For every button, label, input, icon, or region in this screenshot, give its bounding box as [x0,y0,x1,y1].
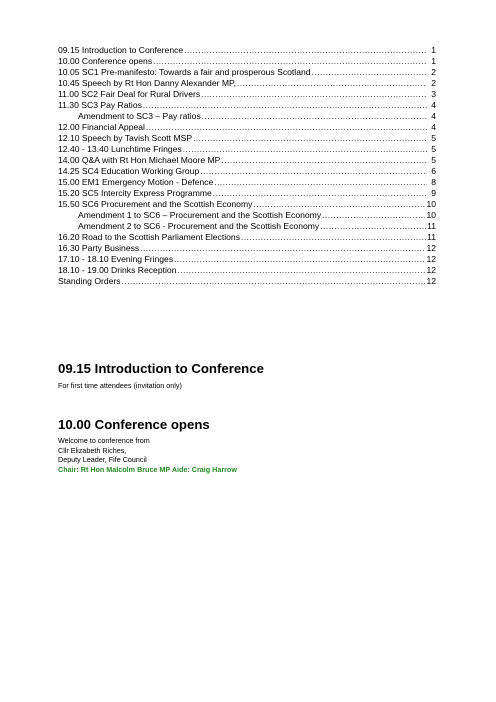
toc-entry[interactable] [58,133,436,144]
toc-dot-leader [322,210,425,221]
toc-dot-leader [312,67,427,78]
toc-entry[interactable] [58,122,436,133]
toc-dot-leader [183,144,427,155]
toc-entry-title: 11.30 SC3 Pay Ratios [58,100,142,111]
toc-entry[interactable] [58,221,436,232]
toc-entry-title: Amendment 2 to SC6 - Procurement and the Scottish Economy [78,221,320,232]
toc-entry[interactable] [58,45,436,56]
toc-entry-title: 12.00 Financial Appeal [58,122,145,133]
opens-section [58,417,237,474]
toc-entry-page: 2 [431,67,436,78]
toc-dot-leader [174,254,425,265]
toc-dot-leader [140,243,425,254]
toc-dot-leader [241,232,426,243]
toc-entry-title: 18.10 - 19.00 Drinks Reception [58,265,177,276]
toc-entry[interactable] [58,232,436,243]
toc-entry-title: 14.00 Q&A with Rt Hon Michael Moore MP [58,155,221,166]
toc-dot-leader [143,100,427,111]
toc-entry-page: 2 [431,78,436,89]
toc-entry[interactable] [58,56,436,67]
toc-entry-title: 12.40 - 13.40 Lunchtime Fringes [58,144,182,155]
toc-entry-page: 5 [431,155,436,166]
toc-entry-page: 11 [427,232,436,243]
toc-entry-title: 16.20 Road to the Scottish Parliament Elections [58,232,241,243]
toc-dot-leader [320,221,426,232]
toc-entry[interactable] [58,276,436,287]
toc-entry-title: 14.25 SC4 Education Working Group [58,166,200,177]
toc-entry-title: 10.00 Conference opens [58,56,153,67]
intro-section [58,361,264,391]
toc-entry[interactable] [58,177,436,188]
toc-entry-page: 11 [427,221,436,232]
toc-entry[interactable] [58,144,436,155]
toc-dot-leader [184,45,427,56]
toc-dot-leader [202,111,427,122]
chair-line: Chair: Rt Hon Malcolm Bruce MP Aide: Craig Harrow [58,464,237,474]
toc-entry[interactable] [58,155,436,166]
toc-dot-leader [253,199,425,210]
toc-entry[interactable] [58,78,436,89]
toc-entry[interactable] [58,67,436,78]
toc-entry-title: Amendment 1 to SC6 – Procurement and the Scottish Economy [78,210,322,221]
toc-entry[interactable] [58,243,436,254]
toc-entry-page: 4 [431,122,436,133]
toc-entry-title: 15.50 SC6 Procurement and the Scottish Economy [58,199,253,210]
toc-entry-page: 1 [431,56,436,67]
toc-entry-page: 5 [431,133,436,144]
speaker-name: Cllr Elizabeth Riches, [58,445,127,455]
toc-dot-leader [200,166,427,177]
toc-entry[interactable] [58,100,436,111]
toc-entry-title: 09.15 Introduction to Conference [58,45,184,55]
toc-entry-page: 8 [431,177,436,188]
toc-entry-page: 10 [426,210,436,221]
toc-dot-leader [237,78,427,89]
toc-dot-leader [214,177,427,188]
toc-entry-page: 3 [431,89,436,100]
toc-entry-title: Standing Orders [58,276,121,287]
toc-entry-title: 15.00 EM1 Emergency Motion - Defence [58,177,214,188]
toc-entry[interactable] [58,111,436,122]
toc-entry-page: 12 [426,243,436,254]
toc-entry-page: 4 [431,100,436,111]
toc-entry-title: 15.20 SC5 Intercity Express Programme [58,188,212,199]
toc-dot-leader [201,89,427,100]
toc-entry-page: 12 [426,265,436,276]
toc-entry-page: 5 [431,144,436,155]
toc-dot-leader [193,133,427,144]
toc-entry[interactable] [58,210,436,221]
toc-entry-title: 17.10 - 18.10 Evening Fringes [58,254,174,265]
toc-entry-page: 12 [426,254,436,265]
toc-entry-page: 4 [431,111,436,122]
toc-entry-title: Amendment to SC3 – Pay ratios [78,111,201,122]
toc-entry-page: 12 [426,276,436,287]
toc-entry-title: 16.30 Party Business [58,243,140,254]
toc-entry-title: 11.00 SC2 Fair Deal for Rural Drivers [58,89,201,100]
toc-entry[interactable] [58,188,436,199]
toc-entry[interactable] [58,199,436,210]
toc-dot-leader [213,188,427,199]
toc-dot-leader [122,276,426,287]
toc-dot-leader [153,56,427,67]
opens-heading: 10.00 Conference opens [58,417,210,432]
intro-note: For first time attendees (invitation only) [58,381,182,390]
toc-entry[interactable] [58,89,436,100]
speaker-role: Deputy Leader, Fife Council [58,455,147,465]
toc-entry-page: 1 [431,45,436,55]
welcome-text: Welcome to conference from [58,436,150,445]
toc-entry-title: 10.45 Speech by Rt Hon Danny Alexander MP, [58,78,237,89]
toc-entry-title: 10.05 SC1 Pre-manifesto: Towards a fair and prosperous Scotland [58,67,311,78]
toc-entry-title: 12.10 Speech by Tavish Scott MSP [58,133,193,144]
toc-entry[interactable] [58,166,436,177]
toc-entry-page: 6 [431,166,436,177]
toc-dot-leader [177,265,425,276]
intro-heading: 09.15 Introduction to Conference [58,361,264,376]
toc-entry[interactable] [58,254,436,265]
toc-entry-page: 10 [426,199,436,210]
toc-dot-leader [221,155,427,166]
toc-dot-leader [146,122,427,133]
toc-entry-page: 9 [431,188,436,199]
toc-entry[interactable] [58,265,436,276]
table-of-contents [58,45,436,287]
